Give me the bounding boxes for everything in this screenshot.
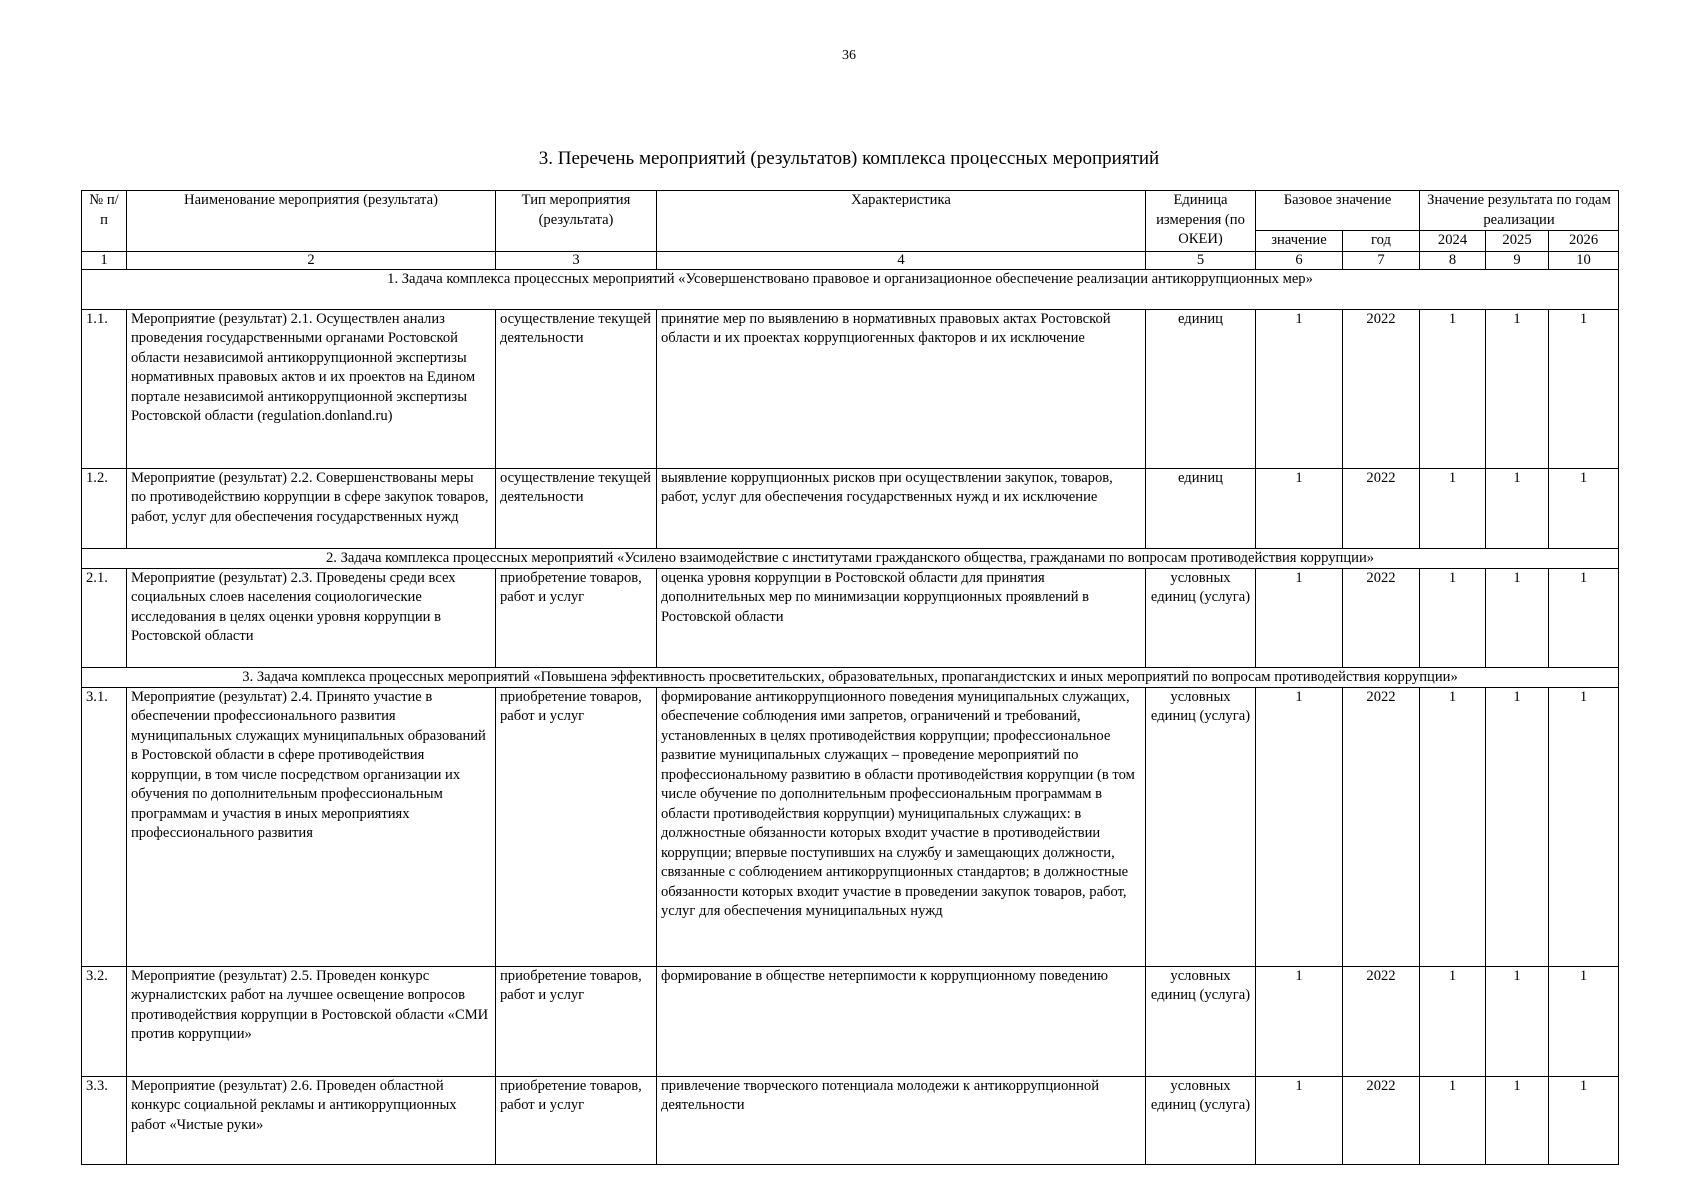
cell-v2026: 1: [1549, 1076, 1619, 1164]
cell-num: 3.1.: [82, 687, 127, 966]
cell-type: осуществление текущей деятельности: [496, 468, 657, 548]
cell-characteristic: оценка уровня коррупции в Ростовской области для принятия дополнительных мер по минимизации коррупционных проявлений в Ростовской области: [657, 568, 1146, 667]
header-result: Значение результата по годам реализации: [1420, 191, 1619, 231]
column-number: 8: [1420, 251, 1486, 269]
activity-row: [82, 468, 1619, 548]
cell-unit: условных единиц (услуга): [1146, 1076, 1256, 1164]
activity-row: [82, 568, 1619, 667]
task-row: [82, 548, 1619, 568]
cell-base-value: 1: [1256, 1076, 1343, 1164]
cell-v2024: 1: [1420, 966, 1486, 1076]
column-number: 5: [1146, 251, 1256, 269]
column-number: 2: [127, 251, 496, 269]
document-title: 3. Перечень мероприятий (результатов) комплекса процессных мероприятий: [538, 148, 1160, 169]
cell-base-value: 1: [1256, 966, 1343, 1076]
cell-v2026: 1: [1549, 309, 1619, 468]
header-row-1: [82, 191, 1619, 231]
activity-row: [82, 309, 1619, 468]
column-number: 7: [1343, 251, 1420, 269]
activity-row: [82, 1076, 1619, 1164]
cell-v2026: 1: [1549, 966, 1619, 1076]
activity-row: [82, 687, 1619, 966]
cell-name: Мероприятие (результат) 2.1. Осуществлен анализ проведения государственными органами Ростовской области независимой антикоррупционной экспертизы нормативных правовых актов и их проектов на Едином портале независимой антикоррупционной экспертизы Ростовской области (regulation.donland.ru): [127, 309, 496, 468]
header-num: № п/п: [82, 191, 127, 252]
cell-base-year: 2022: [1343, 687, 1420, 966]
cell-num: 2.1.: [82, 568, 127, 667]
task-title: 1. Задача комплекса процессных мероприятий «Усовершенствовано правовое и организационное обеспечение реализации антикоррупционных мер»: [82, 269, 1619, 309]
header-base-value: значение: [1256, 231, 1343, 252]
cell-v2025: 1: [1486, 1076, 1549, 1164]
cell-unit: единиц: [1146, 309, 1256, 468]
header-2025: 2025: [1486, 231, 1549, 252]
cell-characteristic: формирование антикоррупционного поведения муниципальных служащих, обеспечение соблюдения ими запретов, ограничений и требований, установленных в целях противодействия коррупции; профессиональное развитие муниципальных служащих – проведение мероприятий по профессиональному развитию в области противодействия коррупции (в том числе обучение по дополнительным профессиональным программам в области противодействия коррупции) муниципальных служащих: в должностные обязанности которых входит участие в противодействии коррупции; впервые поступивших на службу и замещающих должности, связанные с соблюдением антикоррупционных стандартов; в должностные обязанности которых входит участие в проведении закупок товаров, работ, услуг для обеспечения муниципальных нужд: [657, 687, 1146, 966]
cell-v2025: 1: [1486, 568, 1549, 667]
cell-base-year: 2022: [1343, 468, 1420, 548]
cell-name: Мероприятие (результат) 2.2. Совершенствованы меры по противодействию коррупции в сфере закупок товаров, работ, услуг для обеспечения государственных нужд: [127, 468, 496, 548]
cell-v2024: 1: [1420, 568, 1486, 667]
cell-v2026: 1: [1549, 687, 1619, 966]
header-name: Наименование мероприятия (результата): [127, 191, 496, 252]
cell-v2025: 1: [1486, 966, 1549, 1076]
header-characteristic: Характеристика: [657, 191, 1146, 252]
cell-base-value: 1: [1256, 568, 1343, 667]
column-number: 3: [496, 251, 657, 269]
cell-characteristic: формирование в обществе нетерпимости к коррупционному поведению: [657, 966, 1146, 1076]
cell-base-year: 2022: [1343, 568, 1420, 667]
task-title: 3. Задача комплекса процессных мероприятий «Повышена эффективность просветительских, образовательных, пропагандистских и иных мероприятий по вопросам противодействия коррупции»: [82, 667, 1619, 687]
cell-unit: условных единиц (услуга): [1146, 966, 1256, 1076]
column-number: 9: [1486, 251, 1549, 269]
cell-characteristic: принятие мер по выявлению в нормативных правовых актах Ростовской области и их проектах коррупциогенных факторов и их исключение: [657, 309, 1146, 468]
cell-name: Мероприятие (результат) 2.4. Принято участие в обеспечении профессионального развития муниципальных служащих муниципальных образований в Ростовской области в сфере противодействия коррупции, в том числе посредством организации их обучения по дополнительным профессиональным программам и участия в иных мероприятиях профессионального развития: [127, 687, 496, 966]
task-row: [82, 269, 1619, 309]
cell-v2026: 1: [1549, 468, 1619, 548]
column-numbers-row: [82, 251, 1619, 269]
cell-v2024: 1: [1420, 468, 1486, 548]
header-type: Тип мероприятия (результата): [496, 191, 657, 252]
cell-type: приобретение товаров, работ и услуг: [496, 568, 657, 667]
header-unit: Единица измерения (по ОКЕИ): [1146, 191, 1256, 252]
cell-unit: условных единиц (услуга): [1146, 568, 1256, 667]
cell-base-value: 1: [1256, 687, 1343, 966]
cell-unit: единиц: [1146, 468, 1256, 548]
column-number: 4: [657, 251, 1146, 269]
cell-base-year: 2022: [1343, 1076, 1420, 1164]
cell-num: 1.1.: [82, 309, 127, 468]
cell-name: Мероприятие (результат) 2.5. Проведен конкурс журналистских работ на лучшее освещение вопросов противодействия коррупции в Ростовской области «СМИ против коррупции»: [127, 966, 496, 1076]
cell-name: Мероприятие (результат) 2.3. Проведены среди всех социальных слоев населения социологические исследования в целях оценки уровня коррупции в Ростовской области: [127, 568, 496, 667]
cell-v2025: 1: [1486, 687, 1549, 966]
cell-v2024: 1: [1420, 687, 1486, 966]
cell-characteristic: выявление коррупционных рисков при осуществлении закупок, товаров, работ, услуг для обеспечения государственных нужд и их исключение: [657, 468, 1146, 548]
column-number: 1: [82, 251, 127, 269]
column-number: 6: [1256, 251, 1343, 269]
cell-v2025: 1: [1486, 468, 1549, 548]
cell-num: 3.2.: [82, 966, 127, 1076]
cell-type: приобретение товаров, работ и услуг: [496, 687, 657, 966]
cell-base-value: 1: [1256, 309, 1343, 468]
column-number: 10: [1549, 251, 1619, 269]
cell-base-value: 1: [1256, 468, 1343, 548]
cell-unit: условных единиц (услуга): [1146, 687, 1256, 966]
cell-v2024: 1: [1420, 1076, 1486, 1164]
cell-v2025: 1: [1486, 309, 1549, 468]
cell-num: 1.2.: [82, 468, 127, 548]
header-base: Базовое значение: [1256, 191, 1420, 231]
cell-base-year: 2022: [1343, 966, 1420, 1076]
header-2024: 2024: [1420, 231, 1486, 252]
cell-v2026: 1: [1549, 568, 1619, 667]
cell-name: Мероприятие (результат) 2.6. Проведен областной конкурс социальной рекламы и антикоррупционных работ «Чистые руки»: [127, 1076, 496, 1164]
cell-base-year: 2022: [1343, 309, 1420, 468]
cell-type: осуществление текущей деятельности: [496, 309, 657, 468]
task-row: [82, 667, 1619, 687]
activity-row: [82, 966, 1619, 1076]
cell-num: 3.3.: [82, 1076, 127, 1164]
cell-v2024: 1: [1420, 309, 1486, 468]
page-number: 36: [842, 48, 856, 63]
activities-table: [81, 190, 1619, 1165]
task-title: 2. Задача комплекса процессных мероприятий «Усилено взаимодействие с институтами гражданского общества, гражданами по вопросам противодействия коррупции»: [82, 548, 1619, 568]
cell-type: приобретение товаров, работ и услуг: [496, 966, 657, 1076]
header-2026: 2026: [1549, 231, 1619, 252]
cell-characteristic: привлечение творческого потенциала молодежи к антикоррупционной деятельности: [657, 1076, 1146, 1164]
cell-type: приобретение товаров, работ и услуг: [496, 1076, 657, 1164]
header-base-year: год: [1343, 231, 1420, 252]
